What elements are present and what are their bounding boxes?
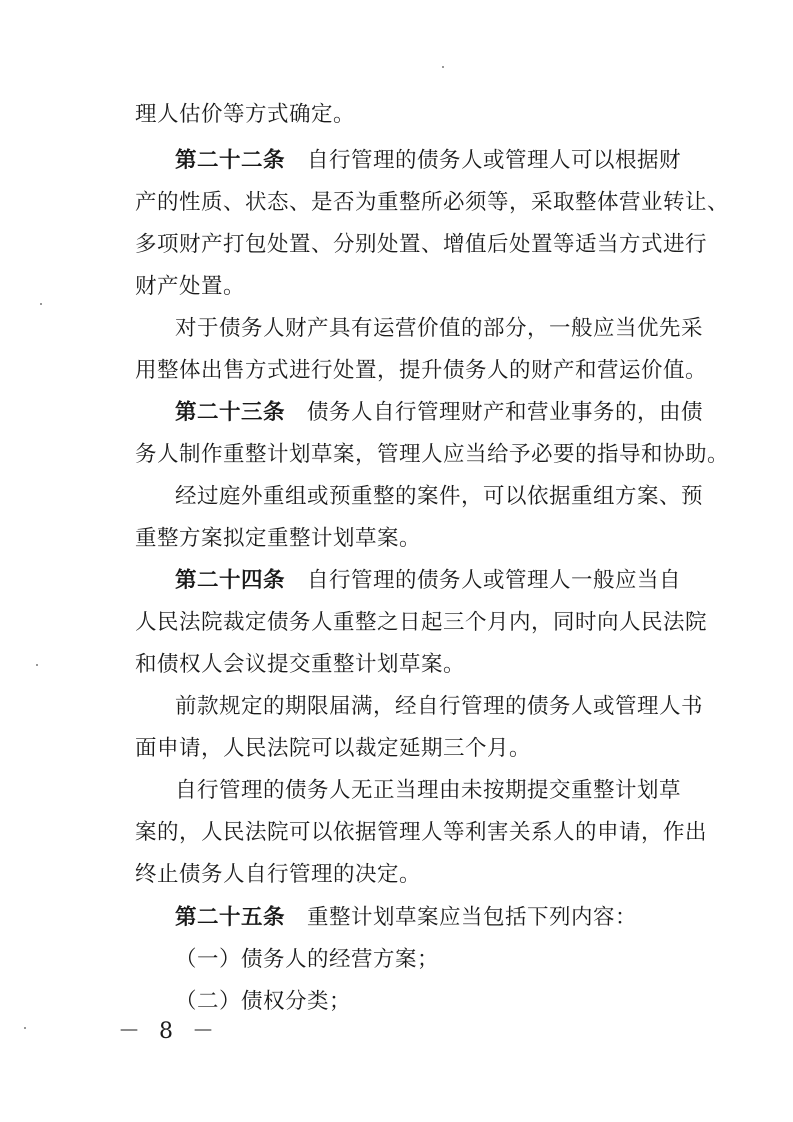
article-22-line: 多项财产打包处置、分别处置、增值后处置等适当方式进行 (135, 232, 708, 257)
article-24-line: 终止债务人自行管理的决定。 (135, 862, 422, 887)
scan-speck (442, 66, 444, 68)
article-24-first-line (175, 566, 695, 596)
article-22-line: 用整体出售方式进行处置，提升债务人的财产和营运价值。 (135, 358, 708, 383)
article-25-item-2: （二）债权分类； (175, 989, 352, 1014)
article-25-text: 重整计划草案应当包括下列内容： (307, 905, 638, 930)
article-22-text: 自行管理的债务人或管理人可以根据财 (307, 148, 682, 173)
article-24-paragraph-3: 自行管理的债务人无正当理由未按期提交重整计划草 (175, 778, 682, 803)
article-24-paragraph-2: 前款规定的期限届满，经自行管理的债务人或管理人书 (175, 694, 704, 719)
article-22-line: 财产处置。 (135, 274, 246, 299)
article-25-heading: 第二十五条 (175, 905, 286, 930)
article-24-heading: 第二十四条 (175, 568, 286, 593)
article-23-heading: 第二十三条 (175, 400, 286, 425)
article-22-line: 产的性质、状态、是否为重整所必须等，采取整体营业转让、 (135, 190, 730, 215)
page-number: － 8 － (118, 1019, 220, 1044)
article-23-line: 务人制作重整计划草案，管理人应当给予必要的指导和协助。 (135, 442, 730, 467)
article-23-first-line (175, 398, 704, 428)
article-23-line: 重整方案拟定重整计划草案。 (135, 526, 422, 551)
article-24-line: 人民法院裁定债务人重整之日起三个月内，同时向人民法院 (135, 610, 708, 635)
article-22-paragraph-2: 对于债务人财产具有运营价值的部分，一般应当优先采 (175, 316, 704, 341)
article-23-text: 债务人自行管理财产和营业事务的，由债 (307, 400, 704, 425)
article-22-heading: 第二十二条 (175, 148, 286, 173)
article-22-first-line (175, 146, 695, 176)
article-23-paragraph-2: 经过庭外重组或预重整的案件，可以依据重组方案、预 (175, 484, 704, 509)
article-24-line: 和债权人会议提交重整计划草案。 (135, 652, 466, 677)
article-24-line: 面申请，人民法院可以裁定延期三个月。 (135, 736, 532, 761)
scan-speck (36, 664, 38, 666)
scan-speck (24, 1027, 26, 1029)
article-25-first-line (175, 903, 695, 933)
article-25-item-1: （一）债务人的经营方案； (175, 947, 440, 972)
scan-speck (40, 303, 42, 305)
continuation-line: 理人估价等方式确定。 (135, 102, 356, 127)
article-24-text: 自行管理的债务人或管理人一般应当自 (307, 568, 682, 593)
article-24-line: 案的，人民法院可以依据管理人等利害关系人的申请，作出 (135, 820, 708, 845)
